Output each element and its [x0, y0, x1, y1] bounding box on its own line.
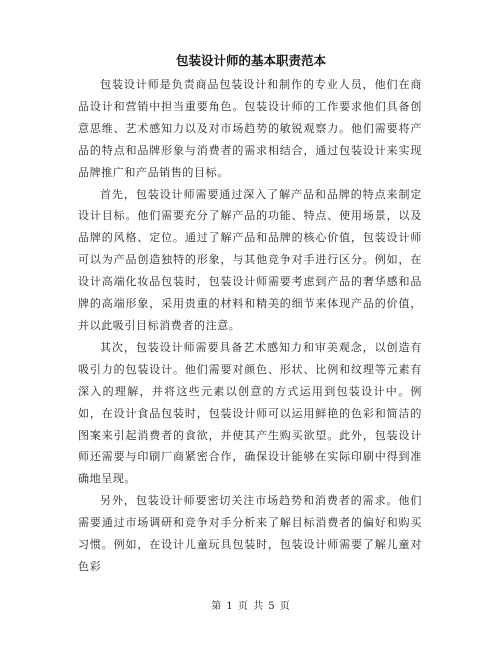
document-title: 包装设计师的基本职责范本 [175, 53, 326, 68]
page-number-footer: 第 1 页 共 5 页 [211, 601, 291, 612]
document-body [78, 74, 422, 578]
paragraph-third: 另外，包装设计师要密切关注市场趋势和消费者的需求。他们需要通过市场调研和竞争对手分析来了解目标消费者的偏好和购买习惯。例如，在设计儿童玩具包装时，包装设计师需要了解儿童对色彩 [78, 494, 422, 573]
paragraph-first: 首先，包装设计师需要通过深入了解产品和品牌的特点来制定设计目标。他们需要充分了解产品的功能、特点、使用场景，以及品牌的风格、定位。通过了解产品和品牌的核心价值，包装设计师可以为产品创造独特的形象，与其他竞争对手进行区分。例如，在设计高端化妆品包装时，包装设计师需要考虑到产品的奢华感和品牌的高端形象，采用贵重的材料和精美的细节来体现产品的价值，并以此吸引目标消费者的注意。 [78, 187, 422, 332]
paragraph-second: 其次，包装设计师需要具备艺术感知力和审美观念，以创造有吸引力的包装设计。他们需要对颜色、形状、比例和纹理等元素有深入的理解，并将这些元素以创意的方式运用到包装设计中。例如，在设计食品包装时，包装设计师可以运用鲜艳的色彩和简洁的图案来引起消费者的食欲，并使其产生购买欲望。此外，包装设计师还需要与印刷厂商紧密合作，确保设计能够在实际印刷中得到准确地呈现。 [78, 340, 422, 486]
paragraph-intro: 包装设计师是负责商品包装设计和制作的专业人员，他们在商品设计和营销中担当重要角色。包装设计师的工作要求他们具备创意思维、艺术感知力以及对市场趋势的敏锐观察力。他们需要将产品的特点和品牌形象与消费者的需求相结合，通过包装设计来实现品牌推广和产品销售的目标。 [78, 78, 422, 179]
